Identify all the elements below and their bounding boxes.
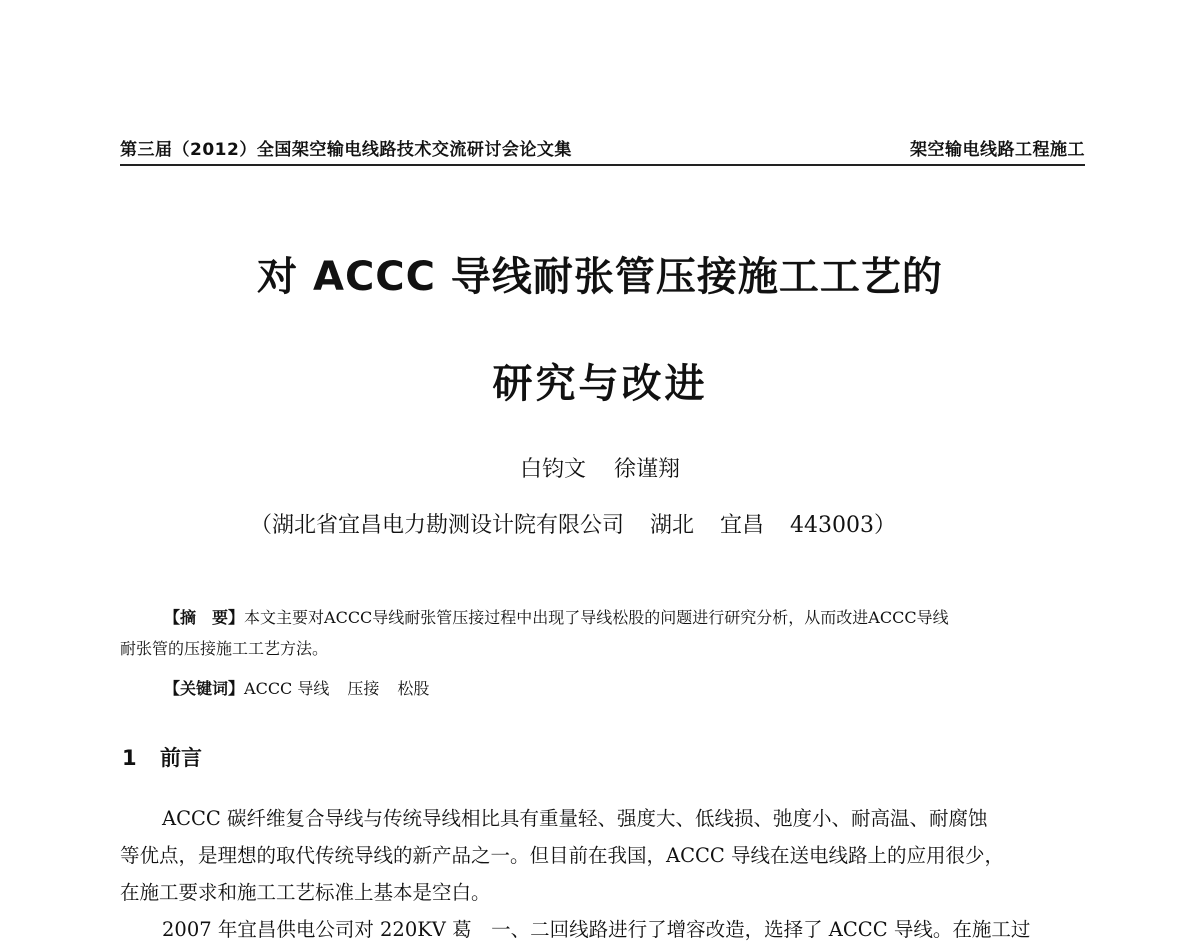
- body-line: 在施工要求和施工工艺标准上基本是空白。: [120, 881, 491, 904]
- affiliation-org: （湖北省宜昌电力勘测设计院有限公司: [250, 513, 625, 538]
- paper-title-line-1: 对 ACCC 导线耐张管压接施工工艺的: [257, 254, 943, 300]
- paper-title-line-2: 研究与改进: [492, 361, 708, 407]
- header-section-title: 架空输电线路工程施工: [910, 140, 1085, 160]
- affiliation-province: 湖北: [650, 513, 695, 538]
- author-name: 徐谨翔: [614, 457, 681, 482]
- running-header: [120, 128, 1085, 166]
- keyword: ACCC 导线: [244, 679, 330, 698]
- header-proceedings-title: 第三届（2012）全国架空输电线路技术交流研讨会论文集: [120, 140, 572, 160]
- author-list: [0, 452, 1200, 483]
- keywords: [164, 676, 429, 699]
- abstract-label: 【摘 要】: [164, 608, 245, 627]
- affiliation-postcode: 443003）: [790, 513, 897, 538]
- section-title: 前言: [160, 746, 202, 770]
- body-line: 等优点，是理想的取代传统导线的新产品之一。但目前在我国，ACCC 导线在送电线路上的应用很少，: [120, 844, 1005, 867]
- body-paragraph-1: [120, 800, 1085, 911]
- body-line: 2007 年宜昌供电公司对 220KV 葛 一、二回线路进行了增容改造，选择了 ACCC 导线。在施工过: [162, 918, 1031, 941]
- keyword: 压接: [347, 679, 380, 698]
- section-number: 1: [122, 746, 137, 770]
- affiliation-city: 宜昌: [720, 513, 765, 538]
- abstract-text-line-1: 本文主要对ACCC导线耐张管压接过程中出现了导线松股的问题进行研究分析，从而改进ACCC导线: [244, 608, 949, 627]
- body-paragraph-2: [120, 911, 1085, 948]
- affiliation: [250, 508, 896, 539]
- abstract-text-line-2: 耐张管的压接施工工艺方法。: [120, 639, 329, 658]
- section-heading: [122, 742, 202, 772]
- author-name: 白钧文: [519, 457, 586, 482]
- abstract: [120, 602, 1085, 664]
- keyword: 松股: [397, 679, 430, 698]
- body-line: ACCC 碳纤维复合导线与传统导线相比具有重量轻、强度大、低线损、弛度小、耐高温、耐腐蚀: [162, 807, 988, 830]
- keywords-label: 【关键词】: [164, 679, 245, 698]
